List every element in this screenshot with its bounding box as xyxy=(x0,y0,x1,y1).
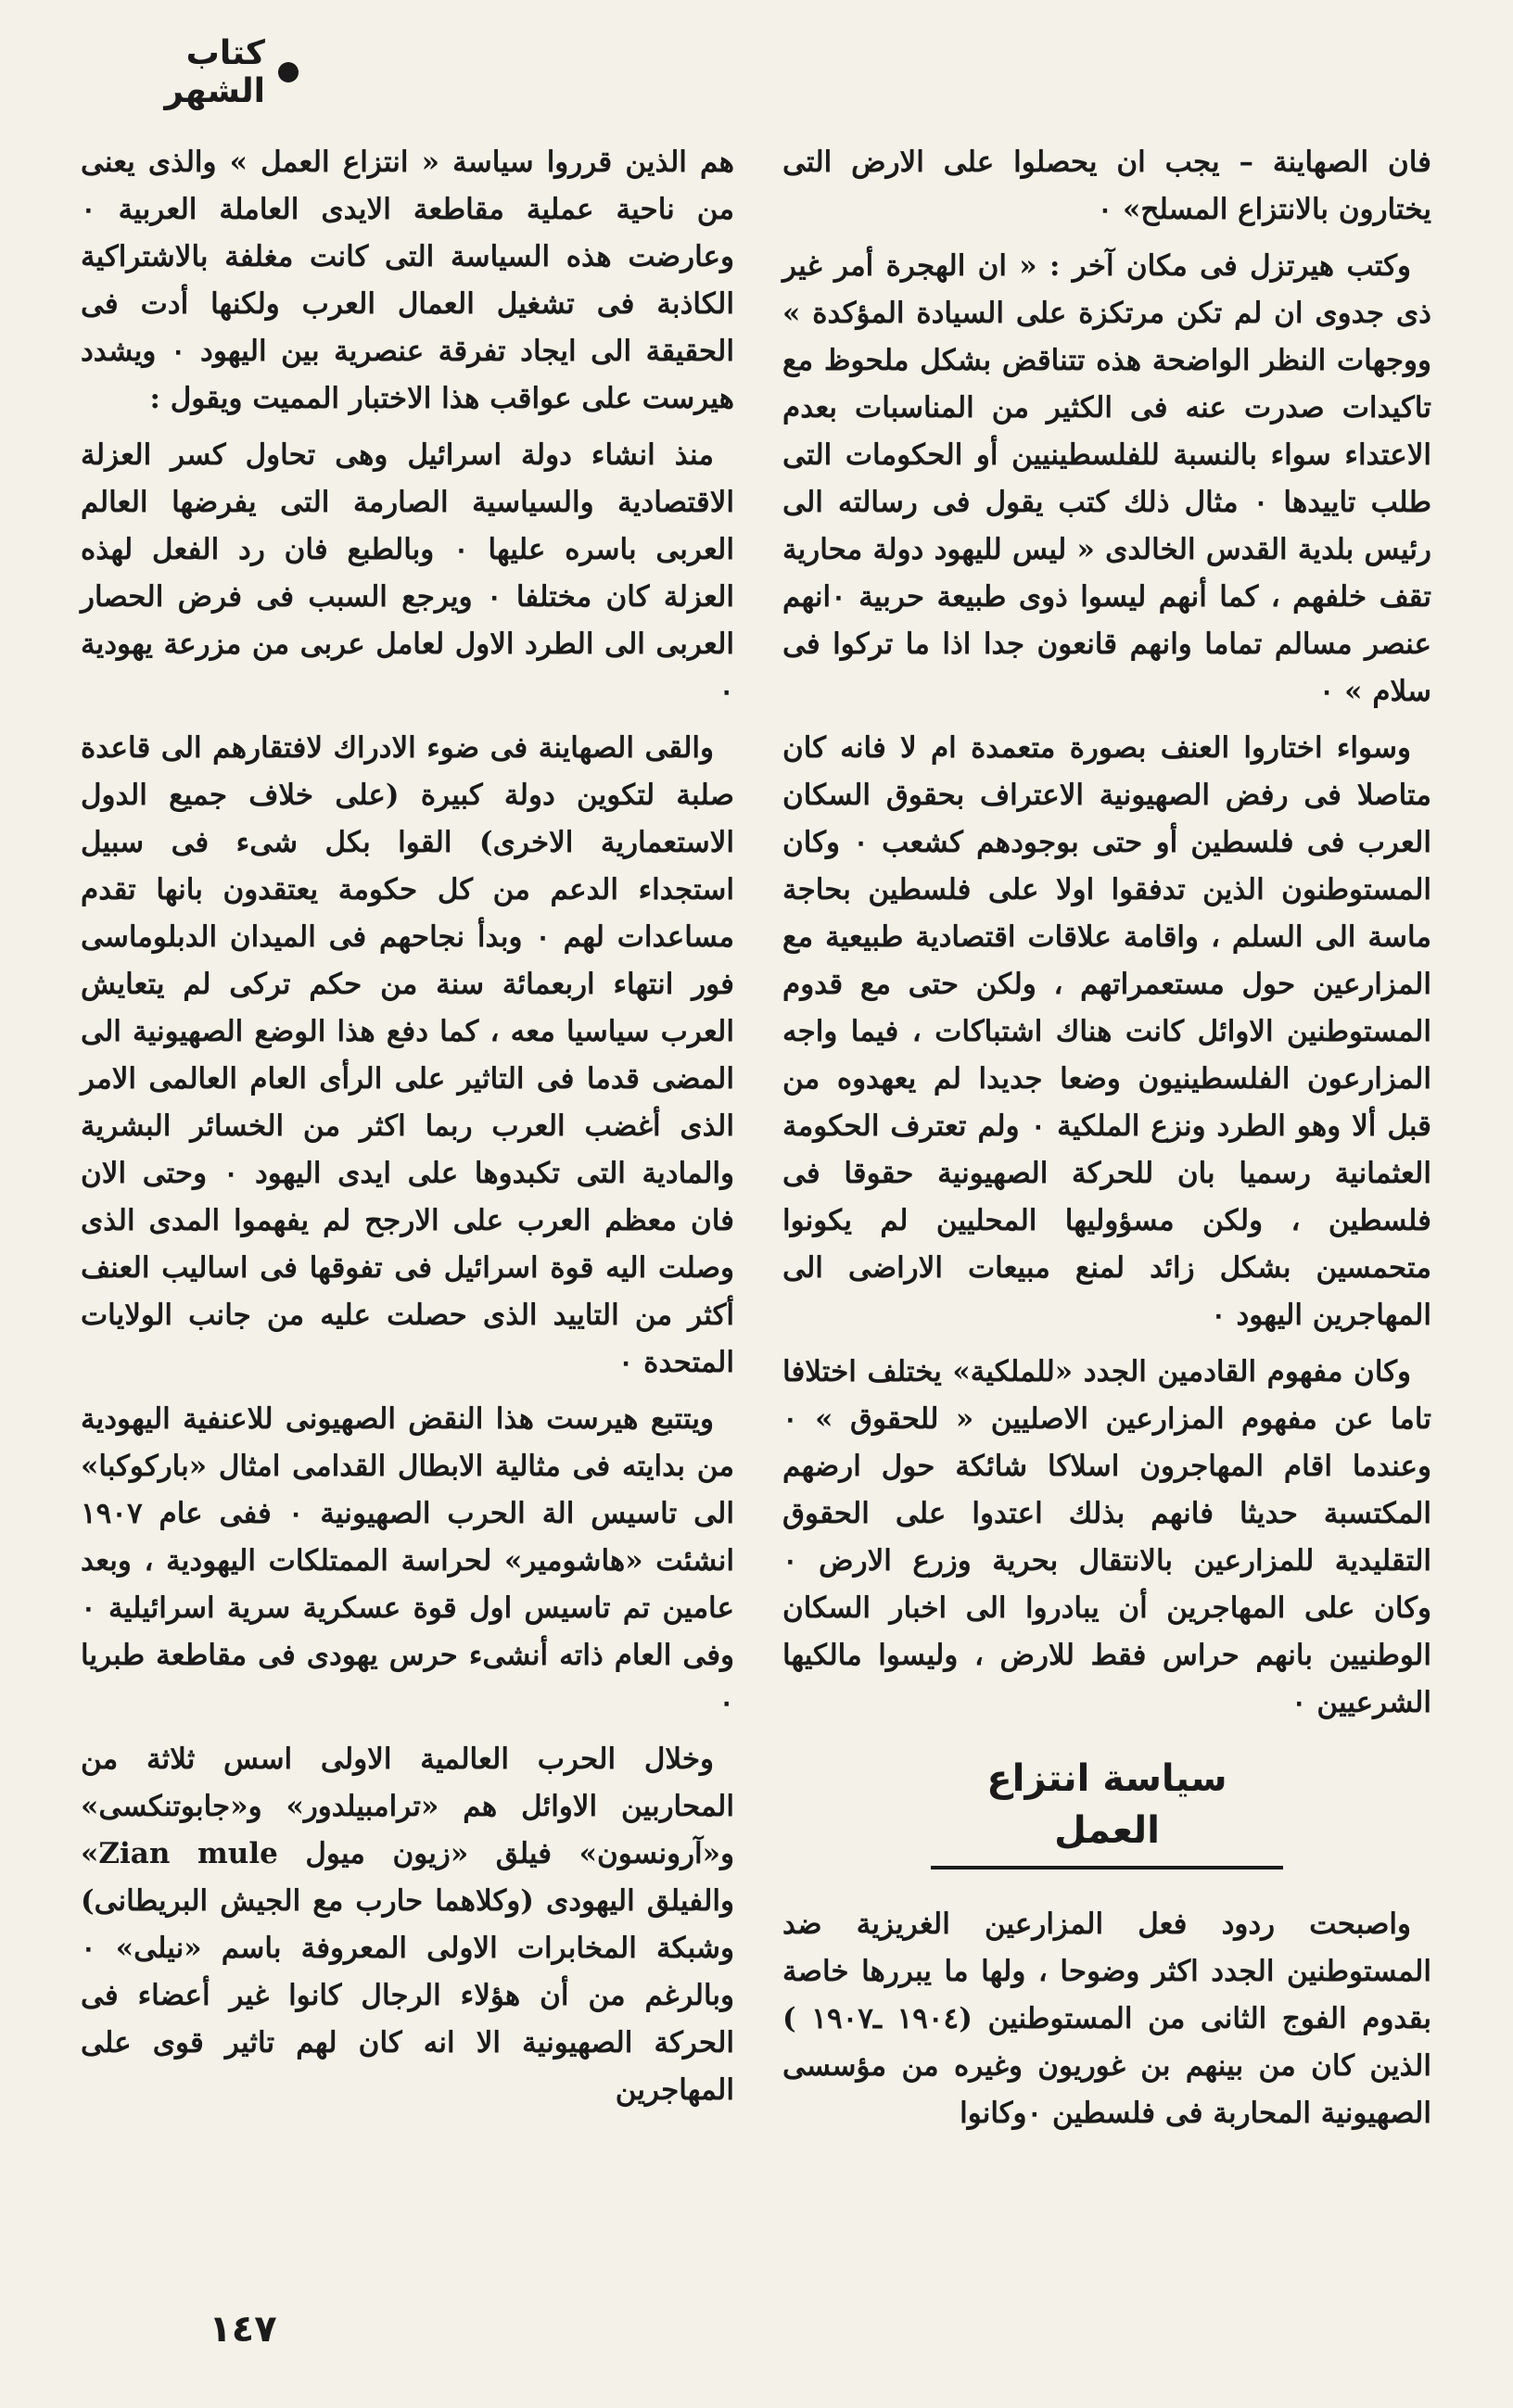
paragraph: منذ انشاء دولة اسرائيل وهى تحاول كسر العزلة الاقتصادية والسياسية الصارمة التى يفرضها العالم العربى باسره عليها ٠ وبالطبع فان رد الفعل لهذه العزلة كان مختلفا ٠ ويرجع السبب فى فرض الحصار العربى الى الطرد الاول لعامل عربى من مزرعة يهودية ٠ xyxy=(81,438,735,708)
left-column xyxy=(81,139,734,2345)
paragraph: ويتتبع هيرست هذا النقض الصهيونى للاعنفية اليهودية من بدايته فى مثالية الابطال القدامى امثال «باركوكبا» الى تاسيس الة الحرب الصهيونية ٠ ففى عام ١٩٠٧ انشئت «هاشومير» لحراسة الممتلكات اليهودية ، وبعد عامين تم تاسيس اول قوة عسكرية سرية اسرائيلية ٠ وفى العام ذاته أنشىء حرس يهودى فى مقاطعة طبريا ٠ xyxy=(81,1402,734,1719)
bullet-icon xyxy=(278,62,299,82)
section-heading: سياسة انتزاع العمل xyxy=(931,1753,1283,1869)
paragraph: هم الذين قرروا سياسة « انتزاع العمل » والذى يعنى من ناحية عملية مقاطعة الايدى العاملة العربية ٠ وعارضت هذه السياسة التى كانت مغلفة بالاشتراكية الكاذبة فى تشغيل العمال العرب ولكنها أدت فى الحقيقة الى ايجاد تفرقة عنصرية بين اليهود ٠ ويشدد هيرست على عواقب هذا الاختبار المميت ويقول : xyxy=(81,146,734,415)
paragraph: فان الصهاينة – يجب ان يحصلوا على الارض التى يختارون بالانتزاع المسلح» ٠ xyxy=(782,146,1431,226)
paragraph: وخلال الحرب العالمية الاولى اسس ثلاثة من المحاربين الاوائل هم «ترامبيلدور» و«جابوتنكسى» و«آرونسون» فيلق «زيون ميول Zian mule» والفيلق اليهودى (وكلاهما حارب مع الجيش البريطانى) وشبكة المخابرات الاولى المعروفة باسم «نيلى» ٠ وبالرغم من أن هؤلاء الرجال كانوا غير أعضاء فى الحركة الصهيونية الا انه كان لهم تاثير قوى على المهاجرين xyxy=(81,1743,734,2107)
page-number: ١٤٧ xyxy=(209,2308,277,2351)
paragraph: وكتب هيرتزل فى مكان آخر : « ان الهجرة أمر غير ذى جدوى ان لم تكن مرتكزة على السيادة المؤكدة » ووجهات النظر الواضحة هذه تتناقض بشكل ملحوظ مع تاكيدات صدرت عنه فى الكثير من المناسبات بعدم الاعتداء سواء بالنسبة للفلسطينيين أو الحكومات التى طلب تاييدها ٠ مثال ذلك كتب يقول فى رسالته الى رئيس بلدية القدس الخالدى « ليس لليهود دولة محارية تقف خلفهم ، كما أنهم ليسوا ذوى طبيعة حربية ٠انهم عنصر مسالم تماما وانهم قانعون جدا اذا ما تركوا فى سلام » ٠ xyxy=(782,249,1431,708)
paragraph: والقى الصهاينة فى ضوء الادراك لافتقارهم الى قاعدة صلبة لتكوين دولة كبيرة (على خلاف جميع الدول الاستعمارية الاخرى) القوا بكل شىء فى سبيل استجداء الدعم من كل حكومة يعتقدون بانها تقدم مساعدات لهم ٠ وبدأ نجاحهم فى الميدان الدبلوماسى فور انتهاء اربعمائة سنة من حكم تركى لم يتعايش العرب سياسيا معه ، كما دفع هذا الوضع الصهيونية الى المضى قدما فى التاثير على الرأى العام العالمى الامر الذى أغضب العرب ربما اكثر من الخسائر البشرية والمادية التى تكبدوها على ايدى اليهود ٠ وحتى الان فان معظم العرب على الارجح لم يفهموا المدى الذى وصلت اليه قوة اسرائيل فى تفوقها فى اساليب العنف أكثر من التاييد الذى حصلت عليه من جانب الولايات المتحدة ٠ xyxy=(81,731,734,1379)
right-column xyxy=(782,139,1431,2345)
paragraph: وسواء اختاروا العنف بصورة متعمدة ام لا فانه كان متاصلا فى رفض الصهيونية الاعتراف بحقوق السكان العرب فى فلسطين أو حتى بوجودهم كشعب ٠ وكان المستوطنون الذين تدفقوا اولا على فلسطين بحاجة ماسة الى السلم ، واقامة علاقات اقتصادية طبيعية مع المزارعين حول مستعمراتهم ، ولكن حتى مع قدوم المستوطنين الاوائل كانت هناك اشتباكات ، فيما واجه المزارعون الفلسطينيون وضعا جديدا لم يعهدوه من قبل ألا وهو الطرد ونزع الملكية ٠ ولم تعترف الحكومة العثمانية رسميا بان للحركة الصهيونية حقوقا فى فلسطين ، ولكن مسؤوليها المحليين لم يكونوا متحمسين بشكل زائد لمنع مبيعات الاراضى الى المهاجرين اليهود ٠ xyxy=(782,731,1432,1332)
running-head-title: كتاب الشهر xyxy=(164,34,265,110)
paragraph: وكان مفهوم القادمين الجدد «للملكية» يختلف اختلافا تاما عن مفهوم المزارعين الاصليين « للحقوق » ٠ وعندما اقام المهاجرون اسلاكا شائكة حول ارضهم المكتسبة حديثا فانهم بذلك اعتدوا على الحقوق التقليدية للمزارعين بالانتقال بحرية وزرع الارض ٠ وكان على المهاجرين أن يبادروا الى اخبار السكان الوطنيين بانهم حراس فقط للارض ، وليسوا مالكيها الشرعيين ٠ xyxy=(782,1355,1431,1719)
running-head xyxy=(76,34,299,110)
paragraph: واصبحت ردود فعل المزارعين الغريزية ضد المستوطنين الجدد اكثر وضوحا ، ولها ما يبررها خاصة بقدوم الفوج الثانى من المستوطنين (١٩٠٤ ـ١٩٠٧ ) الذين كان من بينهم بن غوريون وغيره من مؤسسى الصهيونية المحاربة فى فلسطين ٠وكانوا xyxy=(782,1907,1431,2130)
